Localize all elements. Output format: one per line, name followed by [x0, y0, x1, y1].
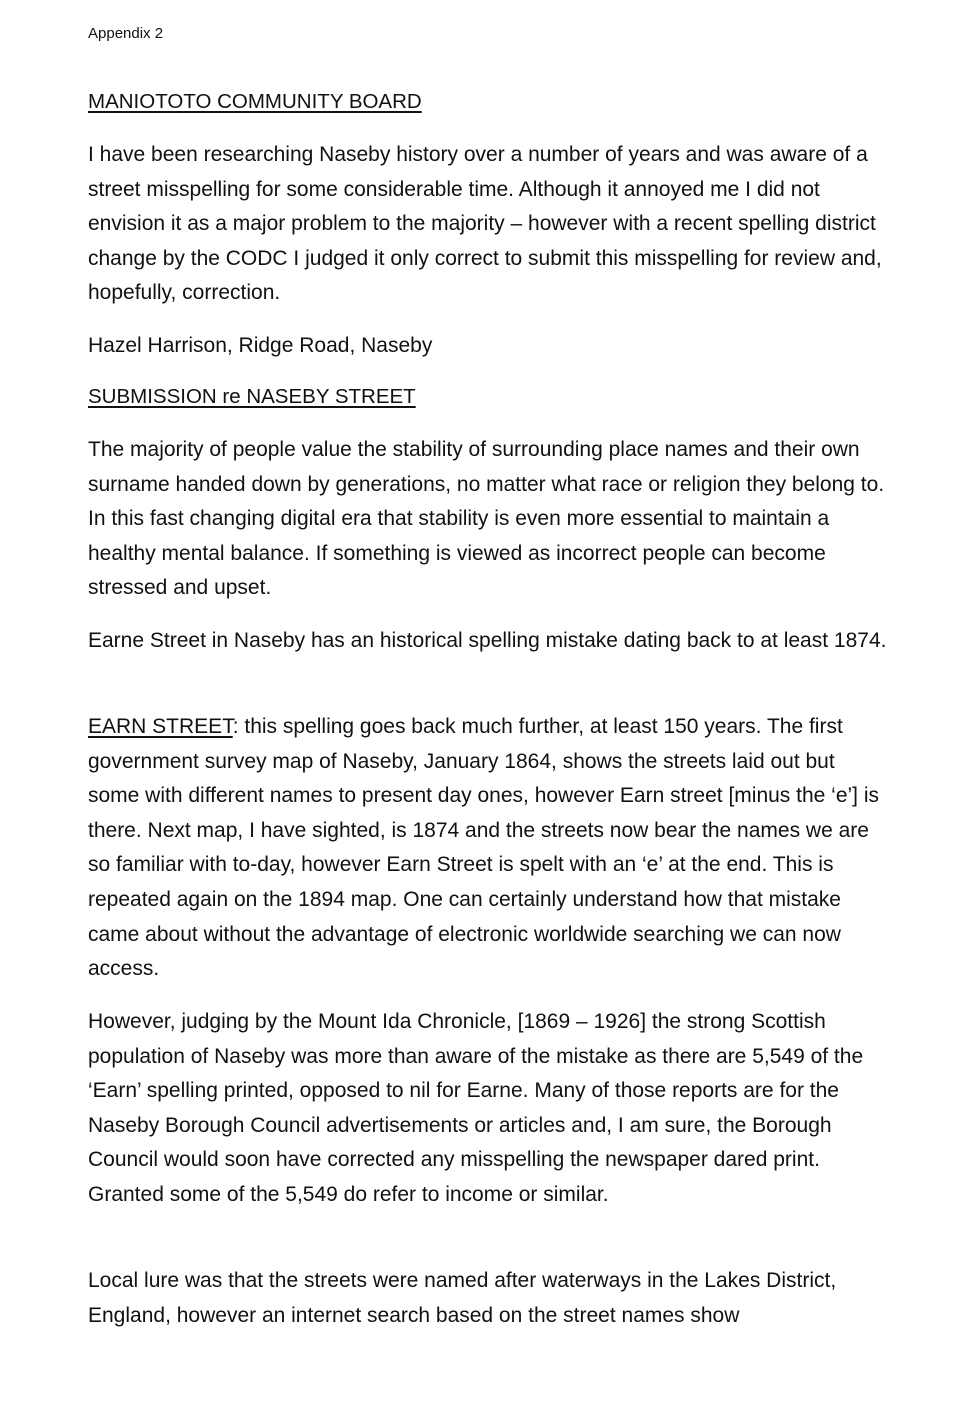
stability-paragraph: The majority of people value the stability of surrounding place names and their own surname handed down by generations, no matter what race or religion they belong to. In this fast changing digital era that stability is even more essential to maintain a healthy mental balance. If something is viewed as incorrect people can become stressed and upset.: [88, 438, 885, 600]
submission-heading: SUBMISSION re NASEBY STREET: [88, 385, 416, 408]
intro-paragraph: I have been researching Naseby history over a number of years and was aware of a street misspelling for some considerable time. Although it annoyed me I did not envision it as a major problem to the majority – however with a recent spelling district change by the CODC I judged it only correct to submit this misspelling for review and, hopefully, correction.: [88, 143, 882, 305]
appendix-label: Appendix 2: [88, 25, 164, 42]
local-lure-paragraph: Local lure was that the streets were named after waterways in the Lakes District, England, however an internet search based on the street names show: [88, 1269, 837, 1327]
earne-paragraph: Earne Street in Naseby has an historical spelling mistake dating back to at least 1874.: [88, 629, 887, 652]
earn-street-text: : this spelling goes back much further, at least 150 years. The first government survey map of Naseby, January 1864, shows the streets laid out but some with different names to present day ones, however Earn street [minus the ‘e’] is there. Next map, I have sighted, is 1874 and the streets now bear the names we are so familiar with to-day, however Earn Street is spelt with an ‘e’ at the end. This is repeated again on the 1894 map. One can certainly understand how that mistake came about without the advantage of electronic worldwide searching we can now access.: [88, 715, 880, 981]
author-line: Hazel Harrison, Ridge Road, Naseby: [88, 334, 433, 357]
earn-street-label: EARN STREET: [88, 715, 233, 738]
earn-street-paragraph: [88, 710, 888, 987]
board-title: MANIOTOTO COMMUNITY BOARD: [88, 90, 422, 113]
chronicle-paragraph: However, judging by the Mount Ida Chronicle, [1869 – 1926] the strong Scottish population of Naseby was more than aware of the mistake as there are 5,549 of the ‘Earn’ spelling printed, opposed to nil for Earne. Many of those reports are for the Naseby Borough Council advertisements or articles and, I am sure, the Borough Council would soon have corrected any misspelling the newspaper dared print. Granted some of the 5,549 do refer to income or similar.: [88, 1010, 864, 1206]
